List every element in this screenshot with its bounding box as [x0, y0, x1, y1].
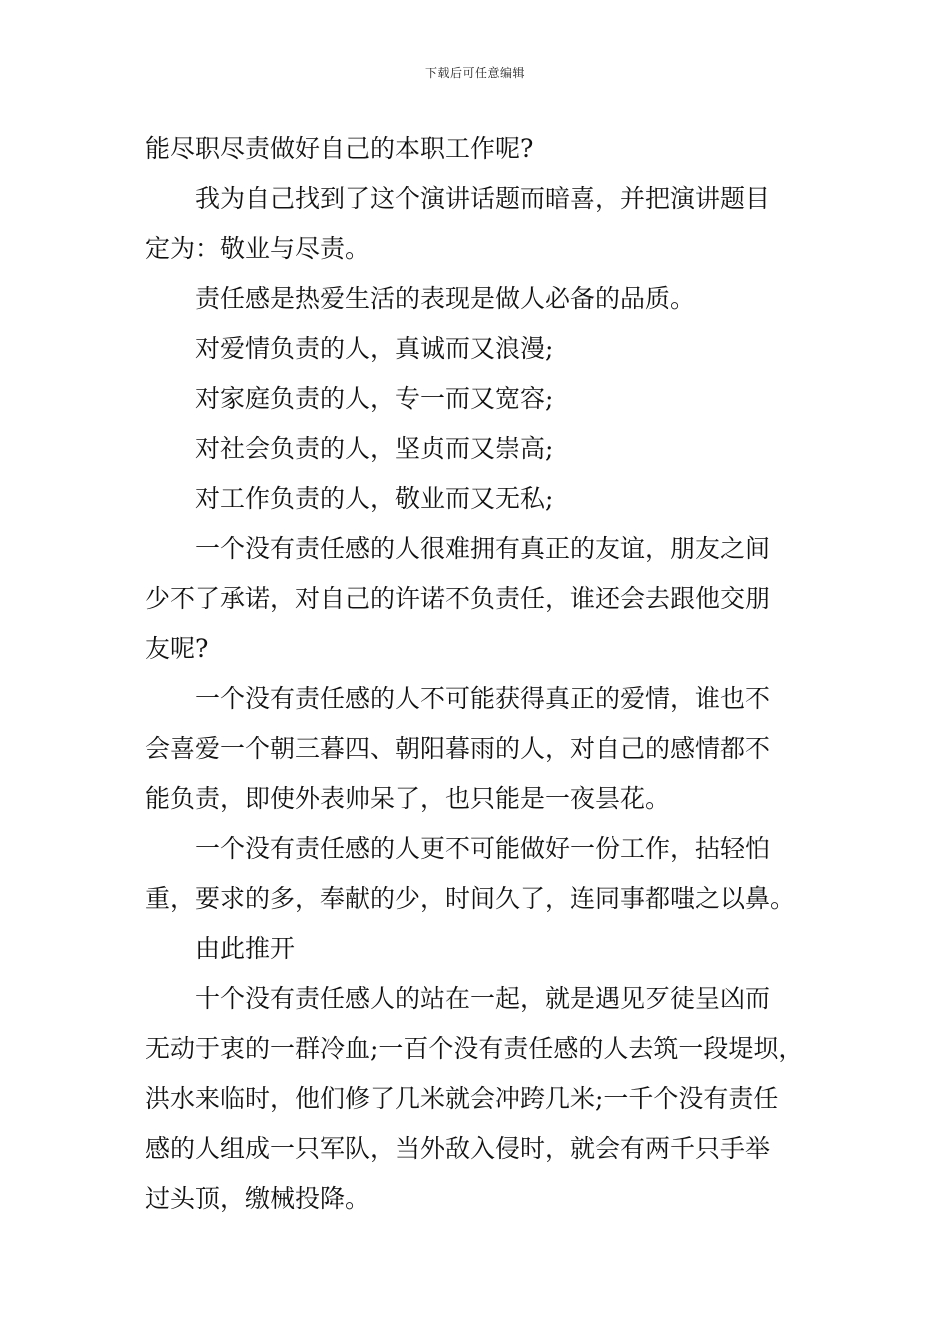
text-line: 对家庭负责的人，专一而又宽容; — [195, 384, 554, 413]
text-line: 定为：敬业与尽责。 — [145, 234, 371, 263]
text-line: 洪水来临时，他们修了几米就会冲跨几米;一千个没有责任 — [145, 1084, 779, 1113]
text-line: 对工作负责的人，敬业而又无私; — [195, 484, 554, 513]
text-line: 重，要求的多，奉献的少，时间久了，连同事都嗤之以鼻。 — [145, 884, 796, 913]
text-line: 我为自己找到了这个演讲话题而暗喜，并把演讲题目 — [195, 184, 771, 213]
text-line: 一个没有责任感的人更不可能做好一份工作，拈轻怕 — [195, 834, 771, 863]
text-line: 一个没有责任感的人很难拥有真正的友谊，朋友之间 — [195, 534, 771, 563]
text-line: 过头顶，缴械投降。 — [145, 1184, 371, 1213]
document-body — [145, 124, 810, 1224]
text-line: 十个没有责任感人的站在一起，就是遇见歹徒呈凶而 — [195, 984, 771, 1013]
text-line: 感的人组成一只军队，当外敌入侵时，就会有两千只手举 — [145, 1134, 771, 1163]
text-line: 由此推开 — [195, 934, 296, 963]
text-line: 能负责，即使外表帅呆了，也只能是一夜昙花。 — [145, 784, 671, 813]
text-line: 对社会负责的人，坚贞而又崇高; — [195, 434, 554, 463]
text-line: 责任感是热爱生活的表现是做人必备的品质。 — [195, 284, 696, 313]
text-line: 会喜爱一个朝三暮四、朝阳暮雨的人，对自己的感情都不 — [145, 734, 771, 763]
text-line: 无动于衷的一群冷血;一百个没有责任感的人去筑一段堤坝， — [145, 1034, 804, 1063]
text-line: 对爱情负责的人，真诚而又浪漫; — [195, 334, 554, 363]
text-line: 一个没有责任感的人不可能获得真正的爱情，谁也不 — [195, 684, 771, 713]
text-line: 友呢? — [145, 634, 209, 663]
text-line: 能尽职尽责做好自己的本职工作呢? — [145, 134, 534, 163]
page-header: 下载后可任意编辑 — [424, 66, 525, 80]
text-line: 少不了承诺，对自己的许诺不负责任，谁还会去跟他交朋 — [145, 584, 771, 613]
